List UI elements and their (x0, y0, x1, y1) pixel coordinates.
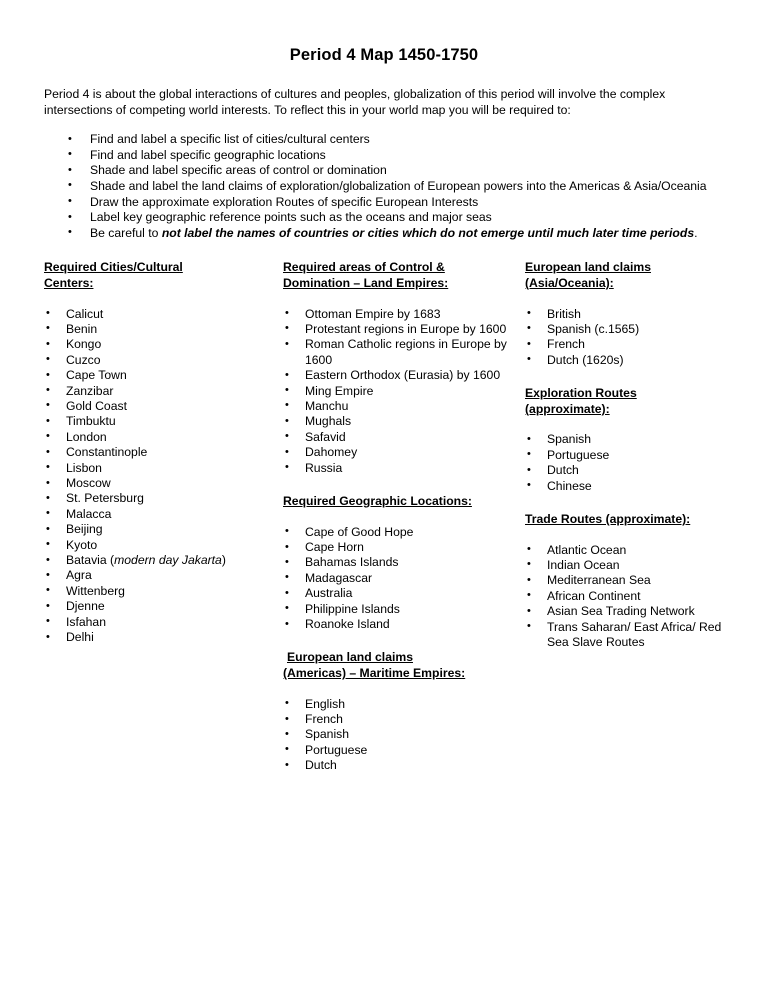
list-item: • Draw the approximate exploration Routes of specific European Interests (0, 195, 768, 211)
list-item: • Kongo (44, 337, 269, 352)
section-heading-required-cities (44, 260, 269, 291)
list-item: • Isfahan (44, 615, 269, 630)
heading-line-1: Required Geographic Locations: (283, 494, 472, 508)
heading-line-2: Centers: (44, 275, 94, 290)
list-item: • British (525, 307, 740, 322)
list-item: • Roman Catholic regions in Europe by 1600 (283, 337, 515, 368)
list-item: • Wittenberg (44, 584, 269, 599)
list-item: • Ottoman Empire by 1683 (283, 307, 515, 322)
list-item: • Mughals (283, 414, 515, 429)
list-item: • Indian Ocean (525, 558, 740, 573)
list-item: • Shade and label the land claims of exploration/globalization of European powers into the Americas & Asia/Oceania (0, 179, 768, 195)
list-item: • Zanzibar (44, 384, 269, 399)
section-heading-trade-routes (525, 512, 740, 528)
list-item: • Bahamas Islands (283, 555, 515, 570)
exploration-routes-list (525, 432, 740, 494)
list-item: • Cuzco (44, 353, 269, 368)
list-item: • Asian Sea Trading Network (525, 604, 740, 619)
list-item: • Label key geographic reference points such as the oceans and major seas (0, 210, 768, 226)
list-item: • English (283, 697, 515, 712)
list-item: • Portuguese (283, 743, 515, 758)
list-item: • Timbuktu (44, 414, 269, 429)
americas-claims-list (283, 697, 515, 774)
list-item: • French (283, 712, 515, 727)
heading-line-1: Exploration Routes (525, 386, 637, 401)
list-item: • Djenne (44, 599, 269, 614)
list-item: • Mediterranean Sea (525, 573, 740, 588)
column-cities (44, 260, 269, 645)
list-item: • Gold Coast (44, 399, 269, 414)
warning-emphasis: not label the names of countries or cities which do not emerge until much later time periods (161, 225, 695, 240)
list-item: • Dutch (525, 463, 740, 478)
heading-line-1: Trade Routes (approximate): (525, 511, 691, 526)
list-item: • Ming Empire (283, 384, 515, 399)
list-item: • Find and label a specific list of cities/cultural centers (0, 132, 768, 148)
batavia-italic: modern day Jakarta (114, 553, 222, 568)
list-item: • Roanoke Island (283, 617, 515, 632)
list-item: • Eastern Orthodox (Eurasia) by 1600 (283, 368, 515, 383)
list-item: • Philippine Islands (283, 602, 515, 617)
list-item: • Dutch (283, 758, 515, 773)
list-item: • Dutch (1620s) (525, 353, 740, 368)
list-item: • St. Petersburg (44, 491, 269, 506)
list-item: • Lisbon (44, 461, 269, 476)
list-item: • Calicut (44, 307, 269, 322)
list-item: • Constantinople (44, 445, 269, 460)
heading-line-2: (Americas) – Maritime Empires: (283, 666, 466, 681)
list-item: • London (44, 430, 269, 445)
list-item: • Portuguese (525, 448, 740, 463)
list-item: • Safavid (283, 430, 515, 445)
land-empires-list (283, 307, 515, 476)
requirements-columns (0, 241, 768, 820)
geographic-locations-list (283, 525, 515, 633)
list-item: • Kyoto (44, 538, 269, 553)
list-item: • Madagascar (283, 571, 515, 586)
heading-line-2: (approximate): (525, 401, 610, 416)
list-item: • Agra (44, 568, 269, 583)
cities-list (44, 307, 269, 646)
list-item: • Malacca (44, 507, 269, 522)
page-title: Period 4 Map 1450-1750 (289, 46, 479, 64)
heading-line-1: European land claims (525, 260, 651, 275)
list-item: • French (525, 337, 740, 352)
list-item: • Atlantic Ocean (525, 543, 740, 558)
list-item: • Trans Saharan/ East Africa/ Red Sea Slave Routes (525, 620, 740, 651)
list-item: • Protestant regions in Europe by 1600 (283, 322, 515, 337)
list-item: • Manchu (283, 399, 515, 414)
section-heading-americas-land-claims (283, 650, 515, 681)
list-item: • Benin (44, 322, 269, 337)
batavia-suffix: ) (221, 553, 226, 568)
asia-oceania-claims-list (525, 307, 740, 369)
heading-line-2: Domination – Land Empires: (283, 275, 449, 290)
section-heading-control-domination (283, 260, 515, 291)
heading-line-1: Required areas of Control & (283, 260, 445, 275)
section-heading-exploration-routes (525, 386, 740, 417)
list-item: • Beijing (44, 522, 269, 537)
list-item: • Spanish (525, 432, 740, 447)
list-item: • Australia (283, 586, 515, 601)
warning-suffix: . (694, 225, 698, 240)
list-item: • Chinese (525, 479, 740, 494)
heading-line-1: European land claims (287, 650, 413, 665)
column-european-claims (525, 260, 740, 650)
list-item: • Delhi (44, 630, 269, 645)
column-control-domination (283, 260, 515, 773)
list-item: • Moscow (44, 476, 269, 491)
section-heading-geographic-locations (283, 494, 515, 510)
list-item: • Find and label specific geographic locations (0, 148, 768, 164)
batavia-prefix: Batavia ( (66, 553, 115, 568)
list-item: • Shade and label specific areas of control or domination (0, 163, 768, 179)
section-heading-asia-oceania-claims (525, 260, 740, 291)
list-item: • African Continent (525, 589, 740, 604)
list-item-final-warning (0, 226, 768, 242)
list-item: • Cape of Good Hope (283, 525, 515, 540)
trade-routes-list (525, 543, 740, 651)
instructions-list (0, 118, 768, 241)
list-item: • Russia (283, 461, 515, 476)
list-item: • Spanish (283, 727, 515, 742)
list-item: • Cape Town (44, 368, 269, 383)
intro-paragraph: Period 4 is about the global interactions of cultures and peoples, globalization of this period will involve the complex intersections of competing world interests. To reflect this in your world map you will be required to: (44, 87, 666, 117)
list-item: • Spanish (c.1565) (525, 322, 740, 337)
list-item: • Dahomey (283, 445, 515, 460)
heading-line-2: (Asia/Oceania): (525, 275, 614, 290)
warning-prefix: Be careful to (90, 225, 162, 240)
heading-line-1: Required Cities/Cultural (44, 260, 183, 275)
list-item-batavia (44, 553, 269, 568)
list-item: • Cape Horn (283, 540, 515, 555)
